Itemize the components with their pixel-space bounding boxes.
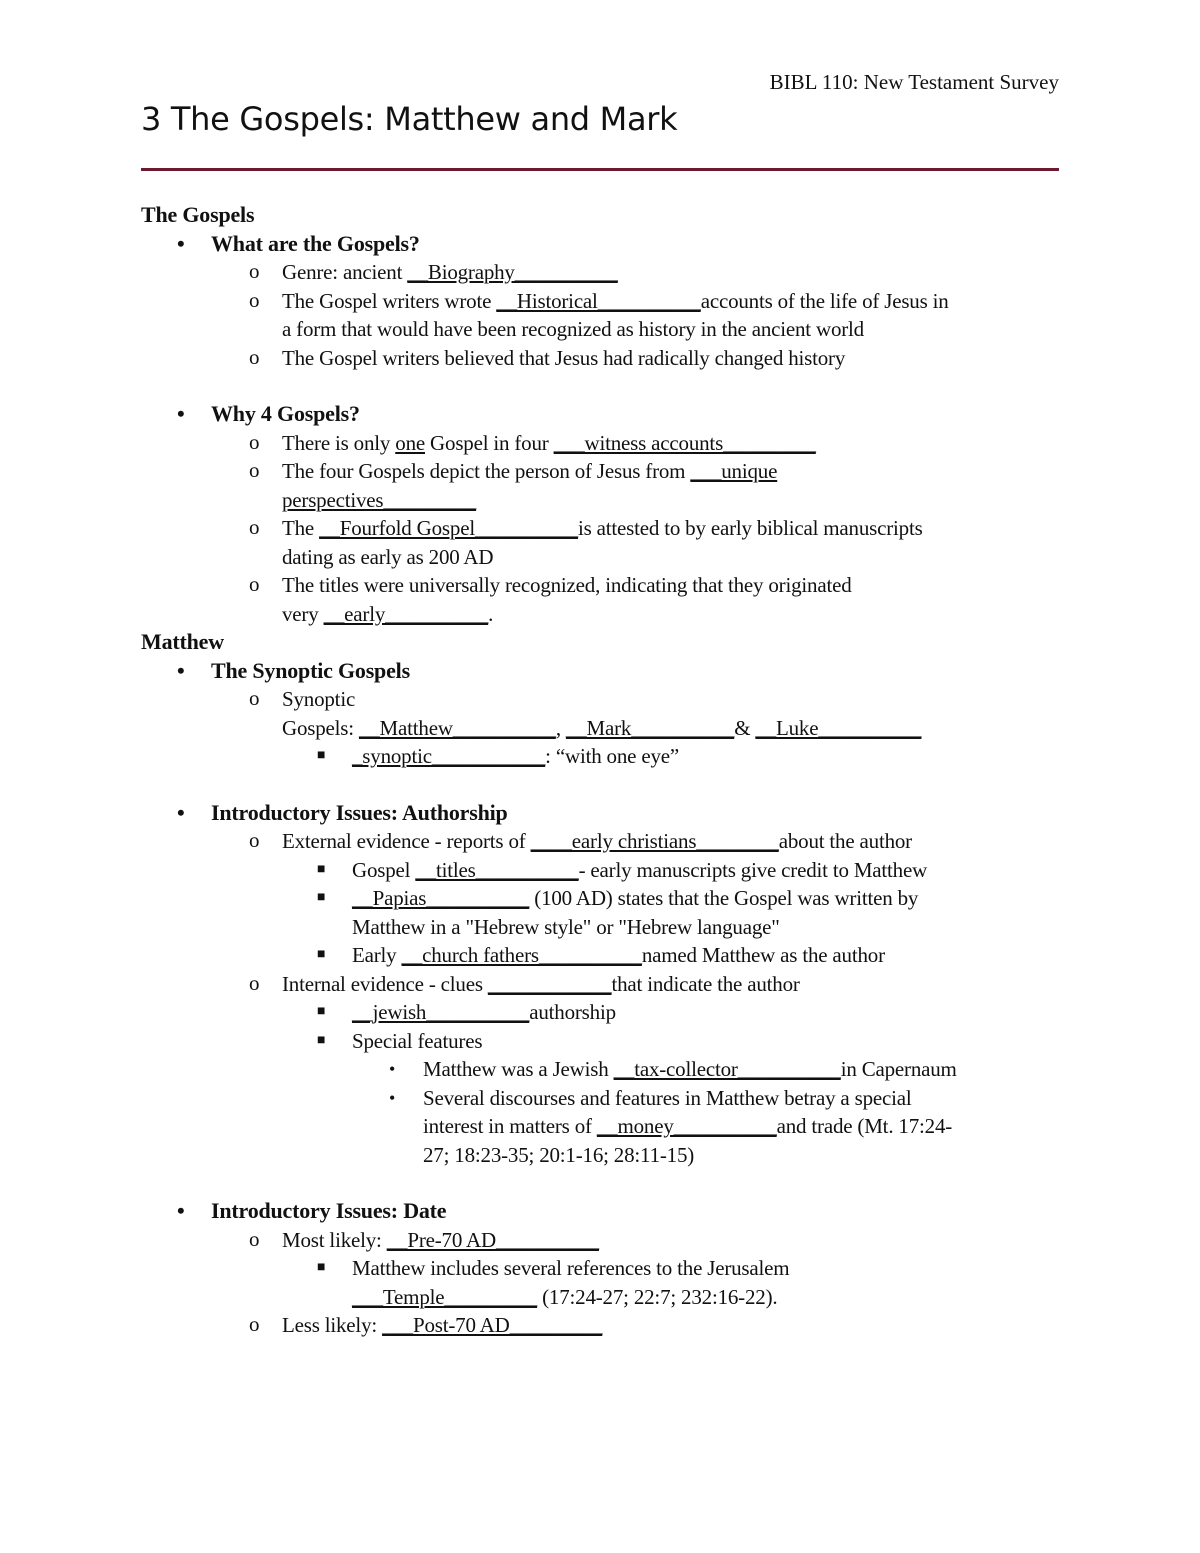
bullet-dot-icon: •	[389, 1087, 396, 1108]
bullet-circle-icon: o	[249, 458, 260, 482]
item-text: ,	[555, 715, 566, 740]
section-heading-gospels: The Gospels	[141, 202, 255, 227]
fill-blank-answer: ____________	[487, 971, 612, 996]
item-text: The four Gospels depict the person of Jesus from	[282, 459, 691, 483]
bullet-square-icon: ■	[317, 1004, 326, 1019]
item-text: : “with one eye”	[545, 744, 679, 768]
item-tax-collector	[141, 1055, 1059, 1084]
item-text: in Capernaum	[840, 1057, 957, 1081]
bullet-circle-icon: o	[249, 970, 260, 995]
item-text: (100 AD) states that the Gospel was written by	[529, 886, 919, 910]
fill-blank-answer: __church fathers__________	[401, 943, 642, 967]
topic-date	[141, 1197, 1059, 1226]
topic-what-are-gospels	[141, 230, 1059, 259]
bullet-circle-icon: o	[249, 344, 260, 369]
bullet-dot-icon: •	[177, 657, 185, 683]
item-text: The titles were universally recognized, indicating that they originated	[282, 573, 852, 597]
item-text: accounts of the life of Jesus in	[700, 288, 949, 313]
bullet-dot-icon: •	[177, 401, 185, 426]
spacer	[141, 771, 1059, 799]
bullet-circle-icon: o	[249, 287, 260, 312]
gospels-list	[141, 230, 1059, 629]
item-text: a form that would have been recognized as history in the ancient world	[282, 317, 864, 341]
topic-why-four-gospels	[141, 400, 1059, 429]
item-jewish-authorship	[141, 998, 1059, 1027]
bullet-circle-icon: o	[249, 515, 260, 539]
fill-blank-answer: ___Temple_________	[352, 1284, 538, 1309]
item-text: - early manuscripts give credit to Matthew	[578, 857, 928, 882]
topic-heading: What are the Gospels?	[211, 230, 420, 256]
item-text: is attested to by early biblical manuscripts	[577, 516, 923, 540]
bullet-circle-icon: o	[249, 259, 260, 283]
item-text: named Matthew as the author	[641, 943, 885, 967]
topic-heading: Introductory Issues: Authorship	[211, 799, 508, 825]
item-text: Synoptic	[282, 687, 356, 711]
item-text: There is only	[282, 430, 396, 455]
bullet-square-icon: ■	[317, 748, 326, 763]
item-text: that indicate the author	[611, 971, 800, 996]
item-text: External evidence - reports of	[282, 829, 531, 853]
item-text: Internal evidence - clues	[282, 971, 488, 996]
topic-synoptic-gospels	[141, 657, 1059, 686]
bullet-square-icon: ■	[317, 1032, 326, 1048]
spacer	[141, 372, 1059, 400]
item-text: Genre: ancient	[282, 260, 408, 284]
item-text: authorship	[529, 1000, 616, 1024]
item-one-gospel	[141, 429, 1059, 458]
bullet-circle-icon: o	[249, 1312, 260, 1336]
bullet-circle-icon: o	[249, 429, 260, 454]
emphasis-word: one	[395, 430, 425, 455]
item-text: Early	[352, 943, 402, 967]
item-fourfold-gospel	[141, 514, 1059, 571]
fill-blank-answer: __money__________	[596, 1114, 777, 1138]
bullet-square-icon: ■	[317, 947, 326, 962]
item-text: and trade (Mt. 17:24-	[776, 1114, 953, 1138]
item-text: The Gospel writers believed that Jesus had radically changed history	[282, 345, 846, 370]
bullet-circle-icon: o	[249, 828, 260, 852]
item-text: about the author	[778, 829, 912, 853]
fill-blank-answer: __Fourfold Gospel__________	[319, 516, 578, 540]
fill-blank-answer: __Papias__________	[352, 886, 530, 910]
section-heading-matthew: Matthew	[141, 629, 224, 654]
item-synoptic-gospels-names	[141, 685, 1059, 742]
bullet-square-icon: ■	[317, 861, 326, 877]
bullet-circle-icon: o	[249, 1226, 260, 1251]
item-unique-perspectives	[141, 457, 1059, 514]
fill-blank-answer: ____early christians________	[530, 829, 779, 853]
item-text: 27; 18:23-35; 20:1-16; 28:11-15)	[423, 1142, 695, 1167]
fill-blank-answer: __Biography__________	[407, 260, 618, 284]
item-text: very	[282, 601, 324, 626]
topic-heading: The Synoptic Gospels	[211, 657, 410, 683]
matthew-list	[141, 657, 1059, 1340]
fill-blank-answer: perspectives_________	[282, 487, 477, 512]
item-text: (17:24-27; 22:7; 232:16-22).	[537, 1284, 778, 1309]
bullet-dot-icon: •	[177, 230, 185, 256]
fill-blank-answer: ___witness accounts_________	[553, 430, 816, 455]
fill-blank-answer: ___unique	[690, 459, 778, 483]
item-external-evidence	[141, 827, 1059, 856]
item-church-fathers	[141, 941, 1059, 970]
fill-blank-answer: __Luke__________	[755, 715, 922, 740]
item-text: Gospel	[352, 857, 416, 882]
bullet-dot-icon: •	[177, 799, 185, 825]
bullet-circle-icon: o	[249, 572, 260, 596]
item-less-likely	[141, 1311, 1059, 1340]
item-money-interest	[141, 1084, 1059, 1170]
item-text: The Gospel writers wrote	[282, 288, 497, 313]
item-gospel-titles	[141, 856, 1059, 885]
document-body	[141, 201, 1059, 1340]
topic-heading: Introductory Issues: Date	[211, 1198, 447, 1223]
page-title: 3 The Gospels: Matthew and Mark	[141, 100, 678, 138]
fill-blank-answer: __jewish__________	[352, 1000, 530, 1024]
item-historical	[141, 287, 1059, 344]
fill-blank-answer: __Pre-70 AD__________	[386, 1227, 599, 1252]
topic-authorship	[141, 799, 1059, 828]
item-papias	[141, 884, 1059, 941]
item-temple-references	[141, 1254, 1059, 1311]
fill-blank-answer: __Historical__________	[496, 288, 701, 313]
topic-heading: Why 4 Gospels?	[211, 401, 360, 426]
item-text: Special features	[352, 1028, 483, 1053]
item-most-likely	[141, 1226, 1059, 1255]
bullet-dot-icon: •	[389, 1059, 396, 1079]
item-text: Matthew includes several references to the Jerusalem	[352, 1256, 790, 1280]
fill-blank-answer: __Mark__________	[565, 715, 735, 740]
fill-blank-answer: _synoptic___________	[352, 744, 546, 768]
item-text: Matthew in a "Hebrew style" or "Hebrew language"	[352, 914, 780, 939]
fill-blank-answer: ___Post-70 AD_________	[382, 1313, 603, 1337]
course-name: BIBL 110: New Testament Survey	[769, 70, 1059, 94]
spacer	[141, 1169, 1059, 1197]
fill-blank-answer: __early__________	[323, 601, 489, 626]
item-text: Several discourses and features in Matthew betray a special	[423, 1085, 912, 1110]
item-text: Gospel in four	[425, 430, 554, 455]
item-text: Most likely:	[282, 1227, 387, 1252]
fill-blank-answer: __titles__________	[415, 857, 579, 882]
bullet-square-icon: ■	[317, 890, 326, 905]
fill-blank-answer: __Matthew__________	[358, 715, 556, 740]
bullet-square-icon: ■	[317, 1260, 326, 1275]
item-text: &	[734, 715, 756, 740]
item-text: The	[282, 516, 320, 540]
fill-blank-answer: __tax-collector__________	[613, 1057, 841, 1081]
item-text: dating as early as 200 AD	[282, 544, 494, 569]
item-titles-recognized	[141, 571, 1059, 628]
item-text: .	[488, 601, 494, 626]
item-text: Matthew was a Jewish	[423, 1057, 614, 1081]
item-text: Gospels:	[282, 715, 359, 740]
item-genre	[141, 258, 1059, 287]
item-changed-history	[141, 344, 1059, 373]
title-divider	[141, 168, 1059, 171]
item-text: interest in matters of	[423, 1114, 597, 1138]
item-internal-evidence	[141, 970, 1059, 999]
item-synoptic-meaning	[141, 742, 1059, 771]
item-special-features	[141, 1027, 1059, 1056]
bullet-circle-icon: o	[249, 686, 260, 710]
item-text: Less likely:	[282, 1313, 383, 1337]
bullet-dot-icon: •	[177, 1198, 185, 1223]
